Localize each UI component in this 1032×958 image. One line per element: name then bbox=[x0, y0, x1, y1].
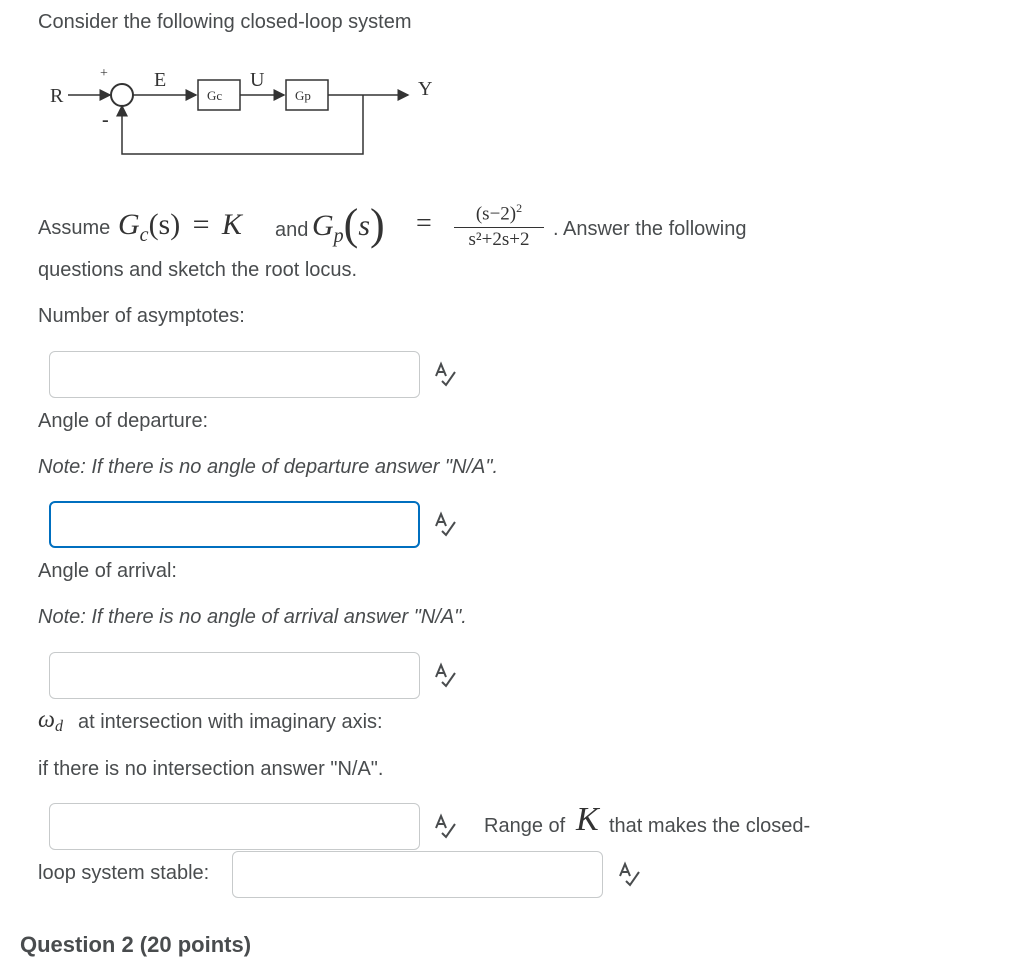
departure-input[interactable] bbox=[49, 501, 420, 548]
assume-line2: questions and sketch the root locus. bbox=[38, 259, 358, 281]
error-label: E bbox=[154, 69, 167, 91]
spellcheck-icon[interactable] bbox=[432, 813, 458, 839]
diagram-input-label: R bbox=[50, 85, 64, 107]
departure-note: Note: If there is no angle of departure answer "N/A". bbox=[38, 456, 498, 478]
omega-symbol-group bbox=[38, 707, 63, 736]
range-suffix: that makes the closed- bbox=[609, 815, 811, 837]
plant-label: Gp bbox=[295, 88, 311, 103]
omega-input[interactable] bbox=[49, 803, 420, 850]
departure-label: Angle of departure: bbox=[38, 410, 209, 432]
spellcheck-icon[interactable] bbox=[432, 511, 458, 537]
fraction-denominator: s²+2s+2 bbox=[468, 229, 530, 251]
gc-arg: (s) bbox=[148, 208, 181, 241]
equals-sign-1: = bbox=[192, 208, 210, 241]
block-diagram bbox=[38, 62, 458, 164]
arrival-input[interactable] bbox=[49, 652, 420, 699]
gc-expression bbox=[118, 205, 242, 255]
gain-k: K bbox=[221, 208, 242, 241]
gp-expression: $G_p(s)$ bbox=[312, 200, 385, 249]
range-line2: loop system stable: bbox=[38, 862, 210, 884]
next-question-heading: Question 2 (20 points) bbox=[20, 932, 252, 957]
assume-prefix: Assume bbox=[38, 217, 111, 239]
omega-symbol: ω bbox=[38, 707, 55, 733]
equals-sign-2: = bbox=[416, 208, 432, 239]
spellcheck-icon[interactable] bbox=[432, 662, 458, 688]
controller-label: Gc bbox=[207, 88, 223, 103]
summing-junction bbox=[111, 84, 133, 106]
range-prefix: Range of bbox=[484, 815, 566, 837]
output-label: Y bbox=[418, 78, 433, 100]
arrival-label: Angle of arrival: bbox=[38, 560, 177, 582]
gc-symbol: G bbox=[118, 208, 140, 241]
spellcheck-icon[interactable] bbox=[616, 861, 642, 887]
assume-suffix: . Answer the following bbox=[553, 218, 747, 240]
numerator-exponent: 2 bbox=[516, 201, 523, 215]
minus-sign: - bbox=[102, 109, 109, 131]
omega-subscript: d bbox=[54, 718, 63, 736]
gc-subscript: c bbox=[139, 224, 149, 246]
asymptotes-label: Number of asymptotes: bbox=[38, 305, 245, 327]
control-label: U bbox=[250, 69, 265, 91]
gp-arg: s bbox=[358, 209, 371, 242]
gp-subscript: p bbox=[333, 225, 344, 247]
and-word: and bbox=[275, 219, 309, 241]
arrival-note: Note: If there is no angle of arrival answer "N/A". bbox=[38, 606, 467, 628]
plus-sign: + bbox=[100, 66, 108, 81]
spellcheck-icon[interactable] bbox=[432, 361, 458, 387]
omega-note: if there is no intersection answer "N/A". bbox=[38, 758, 384, 780]
transfer-fraction bbox=[448, 196, 550, 252]
gp-symbol: G bbox=[312, 209, 334, 242]
asymptotes-input[interactable] bbox=[49, 351, 420, 398]
omega-label: at intersection with imaginary axis: bbox=[78, 711, 383, 733]
intro-text: Consider the following closed-loop system bbox=[38, 11, 412, 33]
range-gain-k: K bbox=[576, 801, 599, 838]
fraction-numerator: (s−2) bbox=[475, 203, 517, 225]
range-input[interactable] bbox=[232, 851, 603, 898]
